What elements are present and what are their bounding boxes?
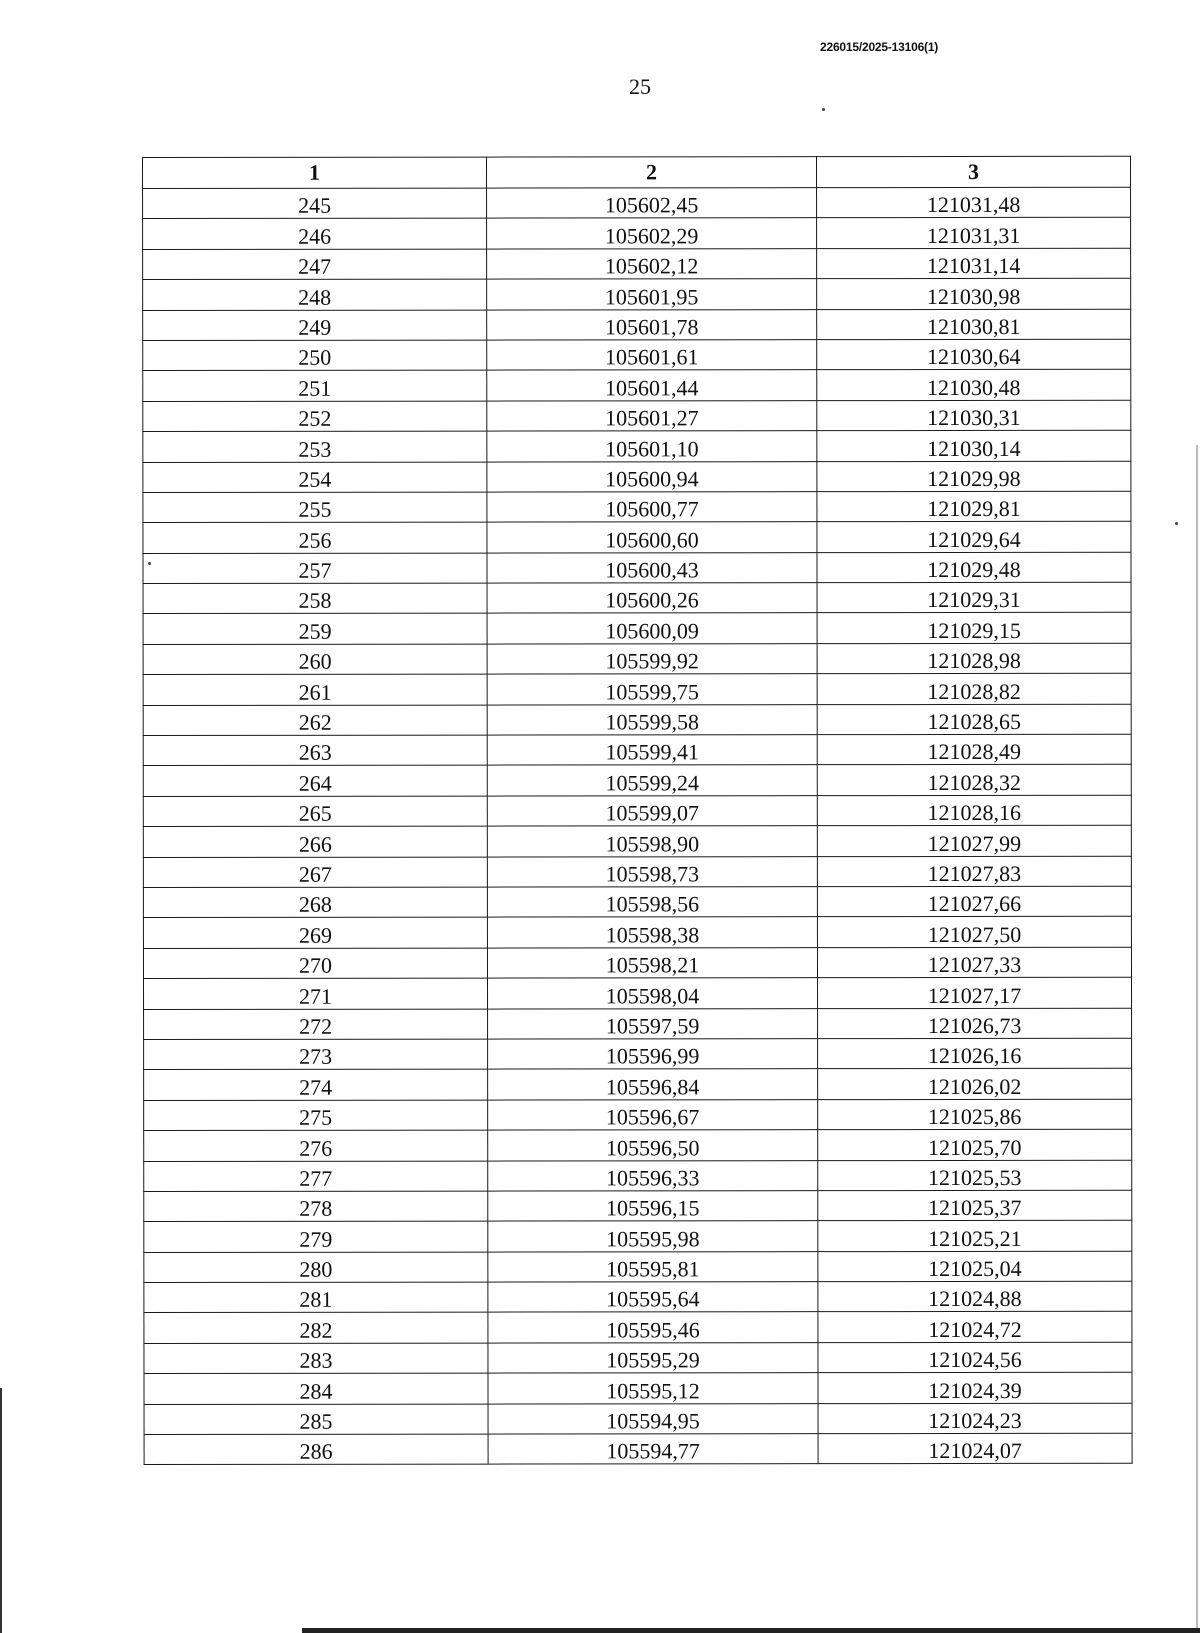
table-cell-col-3: 121029,98 bbox=[817, 461, 1131, 492]
table-cell-col-2: 105601,95 bbox=[487, 279, 817, 310]
table-cell-col-2: 105599,75 bbox=[487, 674, 817, 705]
table-cell-col-1: 260 bbox=[143, 644, 487, 675]
table-cell-col-2: 105601,61 bbox=[487, 340, 817, 371]
scan-edge-mark bbox=[1196, 445, 1198, 1633]
table-cell-col-2: 105596,15 bbox=[488, 1191, 818, 1222]
page-number: 25 bbox=[629, 74, 651, 99]
table-cell-col-2: 105594,95 bbox=[488, 1403, 818, 1434]
table-cell-col-2: 105601,10 bbox=[487, 431, 817, 462]
table-cell-col-1: 259 bbox=[143, 614, 487, 645]
table-cell-col-2: 105601,78 bbox=[487, 309, 817, 340]
table-cell-col-1: 262 bbox=[143, 705, 487, 736]
table-cell-col-3: 121028,49 bbox=[817, 734, 1131, 765]
table-row bbox=[144, 977, 1132, 1009]
table-cell-col-3: 121029,64 bbox=[817, 522, 1131, 553]
table-row bbox=[143, 187, 1131, 219]
table-cell-col-3: 121030,14 bbox=[817, 430, 1131, 461]
table-cell-col-1: 285 bbox=[144, 1404, 488, 1435]
table-row bbox=[144, 1069, 1132, 1101]
table-cell-col-3: 121026,16 bbox=[818, 1038, 1132, 1069]
table-cell-col-3: 121027,50 bbox=[817, 917, 1131, 948]
table-cell-col-2: 105596,99 bbox=[488, 1039, 818, 1070]
table-cell-col-2: 105599,24 bbox=[487, 765, 817, 796]
scan-edge-mark bbox=[0, 1388, 2, 1633]
table-row bbox=[143, 218, 1131, 250]
table-cell-col-1: 272 bbox=[144, 1009, 488, 1040]
table-cell-col-2: 105596,33 bbox=[488, 1160, 818, 1191]
table-cell-col-2: 105602,45 bbox=[487, 188, 817, 219]
table-cell-col-3: 121026,73 bbox=[818, 1008, 1132, 1039]
table-cell-col-2: 105600,77 bbox=[487, 492, 817, 523]
table-cell-col-3: 121027,66 bbox=[817, 886, 1131, 917]
table-cell-col-2: 105598,04 bbox=[488, 978, 818, 1009]
table-cell-col-3: 121030,48 bbox=[817, 370, 1131, 401]
table-cell-col-1: 247 bbox=[143, 249, 487, 280]
table-cell-col-1: 245 bbox=[143, 188, 487, 219]
table-row bbox=[143, 522, 1131, 554]
scan-speck bbox=[1175, 522, 1178, 525]
table-cell-col-3: 121025,53 bbox=[818, 1160, 1132, 1191]
table-cell-col-2: 105595,98 bbox=[488, 1221, 818, 1252]
table-row bbox=[143, 947, 1131, 979]
table-cell-col-1: 284 bbox=[144, 1373, 488, 1404]
table-cell-col-3: 121024,56 bbox=[818, 1342, 1132, 1373]
scan-speck bbox=[148, 562, 151, 565]
table-row bbox=[144, 1190, 1132, 1222]
table-cell-col-1: 256 bbox=[143, 522, 487, 553]
table-cell-col-1: 270 bbox=[143, 948, 487, 979]
table-cell-col-2: 105596,84 bbox=[488, 1069, 818, 1100]
table-cell-col-3: 121030,64 bbox=[817, 339, 1131, 370]
table-cell-col-2: 105600,43 bbox=[487, 552, 817, 583]
table-row bbox=[143, 582, 1131, 614]
table-cell-col-1: 279 bbox=[144, 1221, 488, 1252]
table-cell-col-1: 249 bbox=[143, 310, 487, 341]
table-cell-col-3: 121028,82 bbox=[817, 674, 1131, 705]
table-cell-col-2: 105598,90 bbox=[487, 826, 817, 857]
table-cell-col-3: 121028,65 bbox=[817, 704, 1131, 735]
table-cell-col-3: 121027,99 bbox=[817, 825, 1131, 856]
table-cell-col-1: 286 bbox=[144, 1434, 488, 1465]
table-cell-col-2: 105595,81 bbox=[488, 1251, 818, 1282]
table-cell-col-1: 251 bbox=[143, 370, 487, 401]
table-cell-col-3: 121028,98 bbox=[817, 643, 1131, 674]
table-cell-col-3: 121025,04 bbox=[818, 1251, 1132, 1282]
table-row bbox=[144, 1433, 1132, 1465]
table-row bbox=[144, 1281, 1132, 1313]
table-row bbox=[144, 1160, 1132, 1192]
table-cell-col-1: 280 bbox=[144, 1252, 488, 1283]
table-cell-col-3: 121024,39 bbox=[818, 1373, 1132, 1404]
scan-bottom-edge bbox=[302, 1628, 1200, 1633]
table-cell-col-3: 121030,81 bbox=[817, 309, 1131, 340]
header-row bbox=[143, 156, 1131, 188]
table-row bbox=[143, 856, 1131, 888]
table-row bbox=[143, 765, 1131, 797]
table-row bbox=[144, 1221, 1132, 1253]
table-row bbox=[143, 370, 1131, 402]
table-row bbox=[144, 1342, 1132, 1374]
table-cell-col-2: 105598,38 bbox=[487, 917, 817, 948]
table-cell-col-2: 105600,09 bbox=[487, 613, 817, 644]
table-cell-col-2: 105599,07 bbox=[487, 795, 817, 826]
table-cell-col-1: 252 bbox=[143, 401, 487, 432]
table-cell-col-3: 121030,31 bbox=[817, 400, 1131, 431]
table-cell-col-1: 276 bbox=[144, 1130, 488, 1161]
table-row bbox=[143, 674, 1131, 706]
table-row bbox=[143, 309, 1131, 341]
table-row bbox=[144, 1038, 1132, 1070]
table-cell-col-3: 121031,14 bbox=[817, 248, 1131, 279]
table-row bbox=[144, 1251, 1132, 1283]
table-cell-col-3: 121028,32 bbox=[817, 765, 1131, 796]
table-body bbox=[143, 187, 1133, 1465]
table-cell-col-1: 277 bbox=[144, 1161, 488, 1192]
table-cell-col-1: 253 bbox=[143, 431, 487, 462]
table-row bbox=[143, 643, 1131, 675]
table-cell-col-3: 121029,48 bbox=[817, 552, 1131, 583]
table-cell-col-1: 274 bbox=[144, 1069, 488, 1100]
table-cell-col-1: 248 bbox=[143, 279, 487, 310]
table-row bbox=[144, 1129, 1132, 1161]
table-row bbox=[143, 917, 1131, 949]
table-cell-col-2: 105598,21 bbox=[487, 947, 817, 978]
column-header-3: 3 bbox=[817, 156, 1131, 187]
table-cell-col-2: 105600,60 bbox=[487, 522, 817, 553]
column-header-1: 1 bbox=[143, 157, 487, 188]
table-cell-col-3: 121028,16 bbox=[817, 795, 1131, 826]
table-cell-col-3: 121025,70 bbox=[818, 1129, 1132, 1160]
table-row bbox=[143, 278, 1131, 310]
table-cell-col-2: 105602,29 bbox=[487, 218, 817, 249]
table-cell-col-3: 121025,37 bbox=[818, 1190, 1132, 1221]
coordinates-table bbox=[142, 156, 1133, 1466]
table-cell-col-1: 264 bbox=[143, 766, 487, 797]
table-cell-col-2: 105599,41 bbox=[487, 735, 817, 766]
table-header bbox=[143, 156, 1131, 188]
table-row bbox=[144, 1099, 1132, 1131]
table-cell-col-2: 105594,77 bbox=[488, 1434, 818, 1465]
table-row bbox=[143, 400, 1131, 432]
table-row bbox=[143, 491, 1131, 523]
table-cell-col-1: 281 bbox=[144, 1282, 488, 1313]
table-row bbox=[143, 430, 1131, 462]
table-row bbox=[144, 1008, 1132, 1040]
table-cell-col-1: 246 bbox=[143, 218, 487, 249]
table-cell-col-3: 121027,83 bbox=[817, 856, 1131, 887]
table-cell-col-1: 261 bbox=[143, 674, 487, 705]
table-cell-col-1: 257 bbox=[143, 553, 487, 584]
table-row bbox=[144, 1373, 1132, 1405]
table-cell-col-3: 121030,98 bbox=[817, 278, 1131, 309]
column-header-2: 2 bbox=[487, 157, 817, 188]
table-cell-col-2: 105600,26 bbox=[487, 583, 817, 614]
table-cell-col-1: 263 bbox=[143, 735, 487, 766]
table-row bbox=[143, 248, 1131, 280]
table-cell-col-3: 121024,23 bbox=[818, 1403, 1132, 1434]
table-cell-col-2: 105601,44 bbox=[487, 370, 817, 401]
table-cell-col-2: 105599,58 bbox=[487, 704, 817, 735]
table-cell-col-1: 271 bbox=[144, 978, 488, 1009]
table-cell-col-1: 255 bbox=[143, 492, 487, 523]
table-cell-col-1: 258 bbox=[143, 583, 487, 614]
table-row bbox=[143, 734, 1131, 766]
table-cell-col-3: 121027,17 bbox=[818, 977, 1132, 1008]
table-row bbox=[144, 1312, 1132, 1344]
table-cell-col-1: 254 bbox=[143, 462, 487, 493]
scan-speck bbox=[822, 108, 825, 111]
table-cell-col-2: 105598,56 bbox=[487, 887, 817, 918]
table-cell-col-3: 121026,02 bbox=[818, 1069, 1132, 1100]
table-cell-col-1: 278 bbox=[144, 1191, 488, 1222]
table-cell-col-1: 250 bbox=[143, 340, 487, 371]
table-cell-col-1: 282 bbox=[144, 1313, 488, 1344]
table-row bbox=[143, 461, 1131, 493]
table-cell-col-3: 121024,07 bbox=[818, 1433, 1132, 1464]
table-cell-col-1: 266 bbox=[143, 826, 487, 857]
table-cell-col-3: 121024,72 bbox=[818, 1312, 1132, 1343]
table-cell-col-1: 273 bbox=[144, 1039, 488, 1070]
table-row bbox=[143, 704, 1131, 736]
table-cell-col-2: 105598,73 bbox=[487, 856, 817, 887]
table-cell-col-2: 105596,67 bbox=[488, 1099, 818, 1130]
table-row bbox=[143, 795, 1131, 827]
document-id: 226015/2025-13106(1) bbox=[820, 40, 939, 54]
table-cell-col-2: 105601,27 bbox=[487, 400, 817, 431]
table-cell-col-1: 265 bbox=[143, 796, 487, 827]
table-cell-col-3: 121025,86 bbox=[818, 1099, 1132, 1130]
table-cell-col-2: 105595,12 bbox=[488, 1373, 818, 1404]
table-row bbox=[144, 1403, 1132, 1435]
table-cell-col-2: 105597,59 bbox=[488, 1008, 818, 1039]
table-row bbox=[143, 886, 1131, 918]
table-cell-col-3: 121027,33 bbox=[817, 947, 1131, 978]
table-cell-col-2: 105596,50 bbox=[488, 1130, 818, 1161]
table-cell-col-3: 121029,15 bbox=[817, 613, 1131, 644]
table-cell-col-2: 105595,29 bbox=[488, 1343, 818, 1374]
table-cell-col-1: 275 bbox=[144, 1100, 488, 1131]
table-cell-col-2: 105600,94 bbox=[487, 461, 817, 492]
table-cell-col-2: 105595,64 bbox=[488, 1282, 818, 1313]
table-cell-col-3: 121029,81 bbox=[817, 491, 1131, 522]
table-cell-col-1: 283 bbox=[144, 1343, 488, 1374]
table-cell-col-3: 121031,31 bbox=[817, 218, 1131, 249]
table-cell-col-2: 105599,92 bbox=[487, 644, 817, 675]
table-row bbox=[143, 613, 1131, 645]
table-cell-col-3: 121024,88 bbox=[818, 1281, 1132, 1312]
table-cell-col-2: 105602,12 bbox=[487, 248, 817, 279]
table-row bbox=[143, 552, 1131, 584]
table-cell-col-1: 269 bbox=[143, 917, 487, 948]
table-cell-col-2: 105595,46 bbox=[488, 1312, 818, 1343]
table-cell-col-3: 121031,48 bbox=[817, 187, 1131, 218]
table-row bbox=[143, 825, 1131, 857]
table-cell-col-3: 121025,21 bbox=[818, 1221, 1132, 1252]
table-row bbox=[143, 339, 1131, 371]
table-cell-col-3: 121029,31 bbox=[817, 582, 1131, 613]
table-cell-col-1: 267 bbox=[143, 857, 487, 888]
table-cell-col-1: 268 bbox=[143, 887, 487, 918]
